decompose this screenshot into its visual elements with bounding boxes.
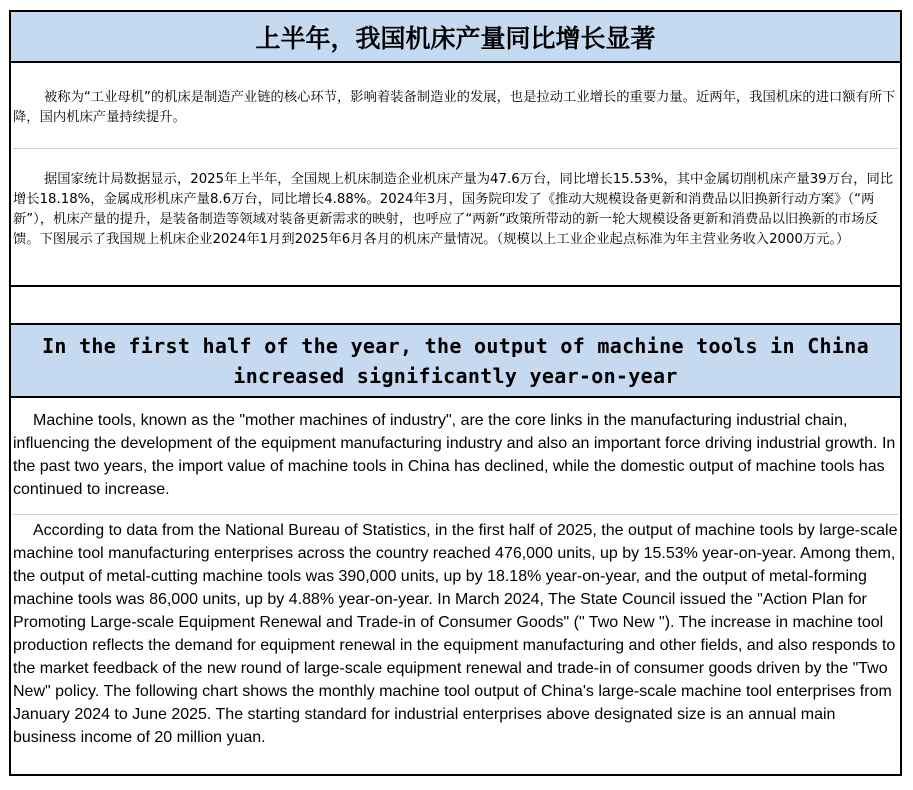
chinese-paragraph-statistics: 据国家统计局数据显示，2025年上半年，全国规上机床制造企业机床产量为47.6万台，同比增长15.53%，其中金属切削机床产量39万台，同比增长18.18%，金属成形机床产量8.6万台，同比增长4.88%。2024年3月，国务院印发了《推动大规模设备更新和消费品以旧换新行动方案》（“两新”），机床产量的提升，是装备制造等领域对装备更新需求的映射，也呼应了“两新”政策所带动的新一轮大规模设备更新和消费品以旧换新的市场反馈。下图展示了我国规上机床企业2024年1月到2025年6月各月的机床产量情况。（规模以上工业企业起点标准为年主营业务收入2000万元。） <box>13 172 894 247</box>
english-title: In the first half of the year, the output of machine tools in China increased significantly year-on-year <box>9 323 902 398</box>
chinese-title: 上半年，我国机床产量同比增长显著 <box>9 10 902 63</box>
english-paragraph-intro: Machine tools, known as the "mother machines of industry", are the core links in the manufacturing industrial chain, influencing the development of the equipment manufacturing industry and also an important force driving industrial growth. In the past two years, the import value of machine tools in China has declined, while the domestic output of machine tools has continued to increase. <box>13 409 898 515</box>
chinese-paragraph-intro: 被称为“工业母机”的机床是制造产业链的核心环节，影响着装备制造业的发展，也是拉动工业增长的重要力量。近两年，我国机床的进口额有所下降，国内机床产量持续提升。 <box>13 64 898 149</box>
blank-row <box>9 285 902 325</box>
english-paragraph-statistics: According to data from the National Bureau of Statistics, in the first half of 2025, the output of machine tools by large-scale machine tool manufacturing enterprises across the country reached 476,000 units, up by 15.53% year-on-year. Among them, the output of metal-cutting machine tools was 390,000 units, up by 18.18% year-on-year, and the output of metal-forming machine tools was 86,000 units, up by 4.88% year-on-year. In March 2024, The State Council issued the "Action Plan for Promoting Large-scale Equipment Renewal and Trade-in of Consumer Goods" (" Two New "). The increase in machine tool production reflects the demand for equipment renewal in the equipment manufacturing and other fields, and also responds to the market feedback of the new round of large-scale equipment renewal and trade-in of consumer goods driven by the "Two New" policy. The following chart shows the monthly machine tool output of China's large-scale machine tool enterprises from January 2024 to June 2025. The starting standard for industrial enterprises above designated size is an annual main business income of 20 million yuan. <box>13 522 898 746</box>
